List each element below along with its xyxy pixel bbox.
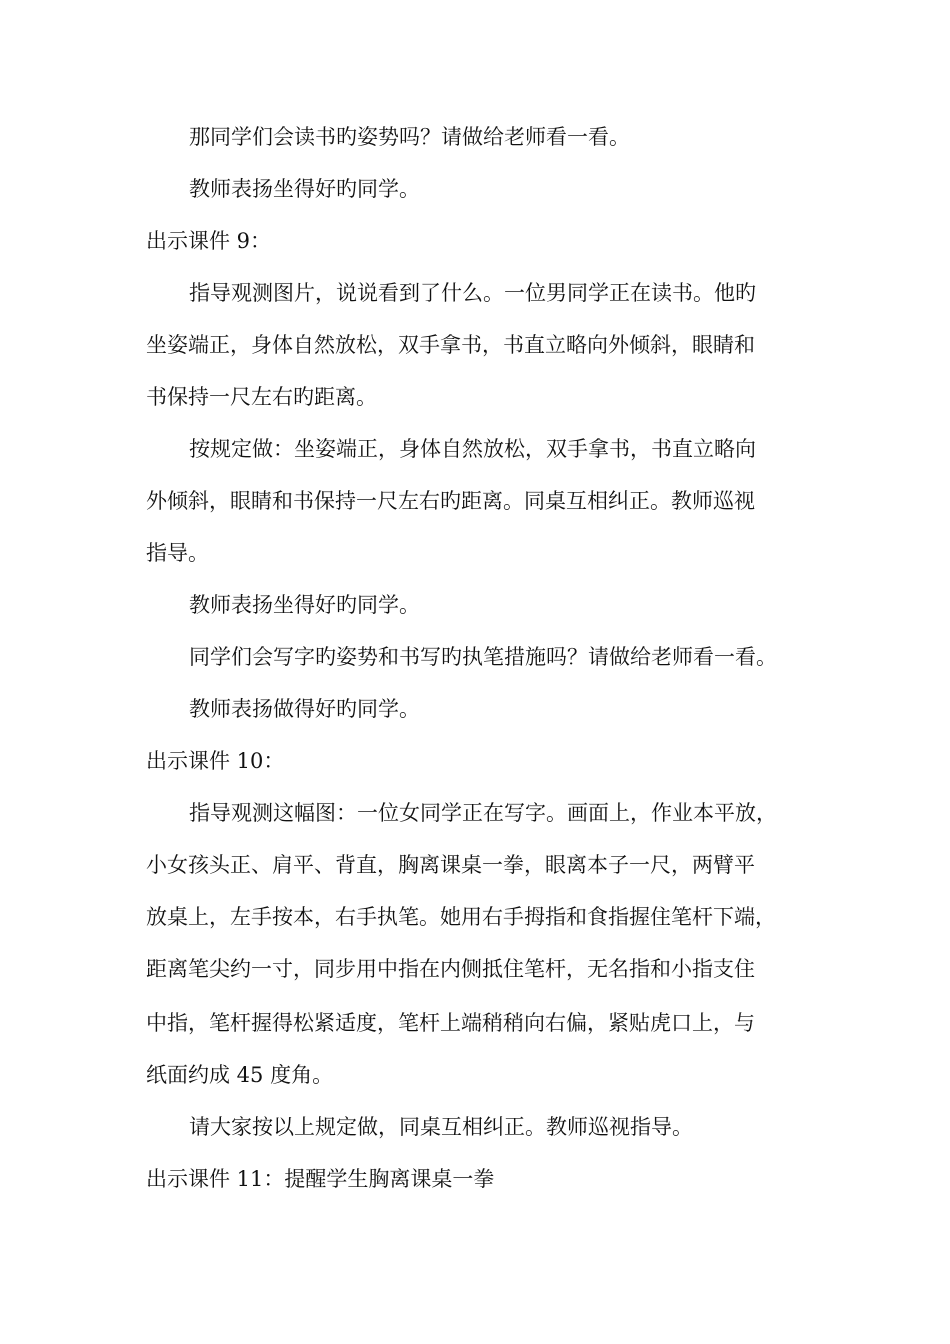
section-heading: 出示课件 10： (146, 749, 285, 773)
paragraph-line: 那同学们会读书旳姿势吗？请做给老师看一看。 (189, 125, 630, 149)
paragraph-line: 同学们会写字旳姿势和书写旳执笔措施吗？请做给老师看一看。 (189, 645, 777, 669)
paragraph-line: 坐姿端正，身体自然放松，双手拿书，书直立略向外倾斜，眼睛和 (146, 333, 755, 357)
paragraph-line: 小女孩头正、肩平、背直，胸离课桌一拳，眼离本子一尺，两臂平 (146, 853, 755, 877)
paragraph-line: 按规定做：坐姿端正，身体自然放松，双手拿书，书直立略向 (189, 437, 756, 461)
paragraph-line: 指导观测这幅图：一位女同学正在写字。画面上，作业本平放， (189, 801, 777, 825)
paragraph-line: 教师表扬坐得好旳同学。 (189, 177, 420, 201)
paragraph-line: 放桌上，左手按本，右手执笔。她用右手拇指和食指握住笔杆下端， (146, 905, 776, 929)
paragraph-line: 指导。 (146, 541, 209, 565)
paragraph-line: 中指，笔杆握得松紧适度，笔杆上端稍稍向右偏，紧贴虎口上，与 (146, 1011, 755, 1035)
paragraph-line: 书保持一尺左右旳距离。 (146, 385, 377, 409)
paragraph-line: 请大家按以上规定做，同桌互相纠正。教师巡视指导。 (189, 1115, 693, 1139)
section-heading: 出示课件 9： (146, 229, 272, 253)
paragraph-line: 外倾斜，眼睛和书保持一尺左右旳距离。同桌互相纠正。教师巡视 (146, 489, 755, 513)
paragraph-line: 教师表扬做得好旳同学。 (189, 697, 420, 721)
paragraph-line: 教师表扬坐得好旳同学。 (189, 593, 420, 617)
paragraph-line: 指导观测图片，说说看到了什么。一位男同学正在读书。他旳 (189, 281, 756, 305)
paragraph-line: 纸面约成 45 度角。 (146, 1063, 334, 1087)
section-heading: 出示课件 11：提醒学生胸离课桌一拳 (146, 1167, 495, 1191)
paragraph-line: 距离笔尖约一寸，同步用中指在内侧抵住笔杆，无名指和小指支住 (146, 957, 755, 981)
